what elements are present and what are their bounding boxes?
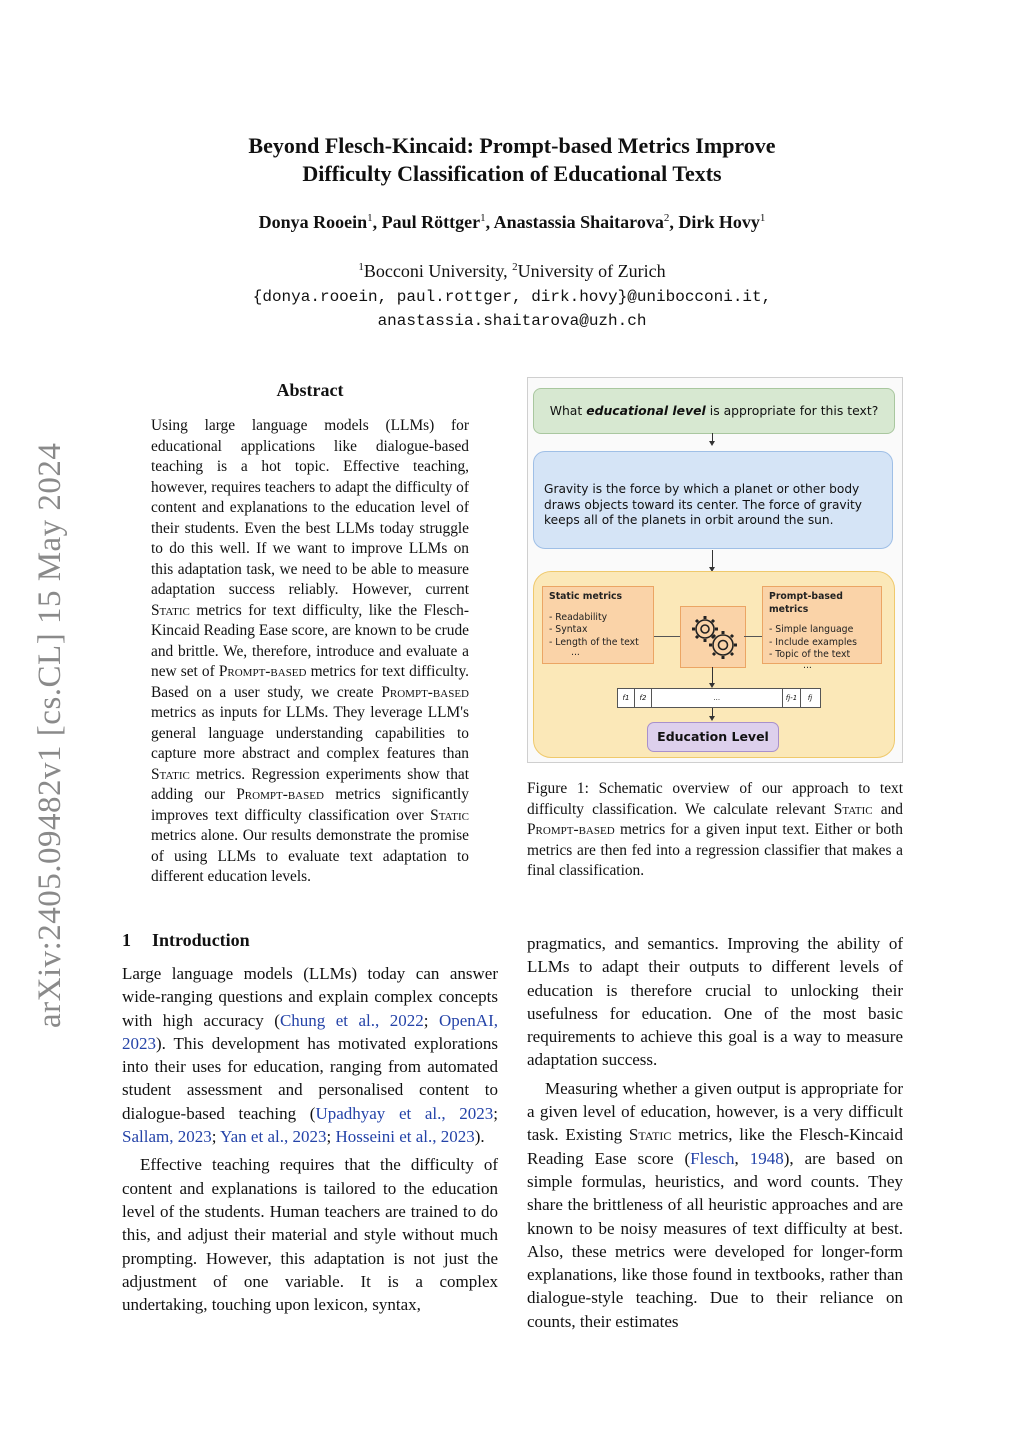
static-metric-item: - Length of the text xyxy=(549,636,639,648)
feature-vector xyxy=(617,688,821,708)
prompt-metric-item: - Simple language xyxy=(769,624,854,635)
arxiv-stamp: arXiv:2405.09482v1 [cs.CL] 15 May 2024 xyxy=(32,442,68,1028)
author-name: Dirk Hovy xyxy=(678,212,760,232)
prompt-based-term: Prompt-based xyxy=(381,683,469,701)
separator: ; xyxy=(423,1010,439,1030)
arrow xyxy=(712,550,713,568)
citation-link[interactable]: Chung et al., 2022 xyxy=(279,1010,424,1030)
prompt-based-term: Prompt-based xyxy=(527,821,615,838)
para-text: ). xyxy=(474,1127,485,1147)
feature-cell: f1 xyxy=(618,689,635,707)
citation-link[interactable]: Upadhyay et al., 2023 xyxy=(315,1103,494,1123)
gears-icon xyxy=(680,606,746,668)
author-list: Donya Rooein$^1$, Paul Röttger$^1$, Anastassia Shaitarova$^2$, Dirk Hovy$^1$ xyxy=(258,212,766,232)
affil-num: 2 xyxy=(512,261,518,273)
author-affil-mark: 1 xyxy=(480,212,486,224)
feature-cell: f2 xyxy=(635,689,652,707)
citation-link[interactable]: Yan et al., 2023 xyxy=(220,1127,327,1147)
para-text: ). This development has motivated explorations into their uses for education, ranging from automated student assessment and personalised content to dialogue-based teaching ( xyxy=(122,1033,498,1123)
section-number: 1 xyxy=(122,930,131,950)
feature-cell: fj xyxy=(807,694,813,702)
figure-question-box xyxy=(533,388,895,434)
paragraph: pragmatics, and semantics. Improving the ability of LLMs to adapt their outputs to different levels of education is therefore crucial to unlocking their usefulness for education. One of the most basic requirements to achieve this goal is a way to measure adaptation success. xyxy=(527,934,903,1070)
question-text: What xyxy=(549,403,587,418)
figure-1 xyxy=(527,377,903,763)
prompt-metric-item: ... xyxy=(803,659,812,671)
question-text: is appropriate for this text? xyxy=(705,403,879,418)
para-text: metrics, like the Flesch-Kincaid Reading Ease score ( xyxy=(527,1125,903,1168)
email-line-2: anastassia.shaitarova@uzh.ch xyxy=(377,312,647,330)
static-term: Static xyxy=(151,601,190,619)
section-heading xyxy=(122,930,250,951)
affil-name: Bocconi University xyxy=(363,261,504,281)
author-affil-mark: 1 xyxy=(367,212,373,224)
figure-input-text-box: Gravity is the force by which a planet or other body draws objects toward its center. The force of gravity keeps all of the planets in orbit around the sun. xyxy=(533,451,893,549)
static-metric-item: ... xyxy=(571,647,580,658)
connector-line xyxy=(654,636,680,637)
affiliations: $^1$Bocconi University, $^2$University of Zurich xyxy=(358,261,666,281)
para-text: Measuring whether a given output is appropriate for a given level of education, however, is a very difficult task. Existing xyxy=(527,1078,903,1145)
separator: ; xyxy=(326,1127,336,1147)
abstract-text: Using large language models (LLMs) for educational applications like dialogue-based teaching is a hot topic. Effective teaching, however, requires teachers to adapt the difficulty of content and explanations to the education level of their students. Even the best LLMs today struggle to do this well. If we want to improve LLMs on this adaptation task, we need to be able to measure adaptation success reliably. However, current Static metrics for text difficulty, like the Flesch-Kincaid Reading Ease score, are known to be crude and brittle. We, therefore, introduce and evaluate a new set of Prompt-based metrics for text difficulty. Based on a user study, we create Prompt-based metrics as inputs for LLMs. They leverage LLM's general language understanding capabilities to capture more abstract and complex features than Static metrics. Regression experiments show that adding our Prompt-based metrics significantly improves text difficulty classification over Static metrics alone. Our results demonstrate the promise of using LLMs to evaluate text adaptation to different education levels. xyxy=(151,417,469,885)
citation-link[interactable]: OpenAI, 2023 xyxy=(122,1010,498,1053)
static-metric-item: - Syntax xyxy=(549,624,588,635)
paragraph xyxy=(527,1077,903,1333)
email-line-1: {donya.rooein, paul.rottger, dirk.hovy}@unibocconi.it, xyxy=(252,288,772,306)
citation-link[interactable]: 1948 xyxy=(749,1148,784,1168)
feature-cell: fj-1 xyxy=(783,689,801,707)
prompt-metric-item: - Topic of the text xyxy=(769,649,851,660)
arrowhead xyxy=(709,441,715,446)
citation-link[interactable]: Flesch xyxy=(690,1148,735,1168)
arrowhead xyxy=(709,716,715,721)
affil-num: 1 xyxy=(358,261,364,273)
paragraph: Effective teaching requires that the difficulty of content and explanations is tailored to the education level of the students. Human teachers are trained to do this, and adjust their material and style without much prompting. However, this adaptation is not just the adjustment of one variable. It is a complex undertaking, touching upon lexicon, syntax, xyxy=(122,1155,498,1315)
question-emphasis: educational level xyxy=(586,403,706,418)
author-affil-mark: 2 xyxy=(663,212,670,224)
static-metrics-box xyxy=(542,586,654,664)
paragraph xyxy=(122,962,498,1148)
prompt-metrics-title: Prompt-based metrics xyxy=(769,591,843,615)
static-term: Static xyxy=(628,1125,672,1145)
para-text: ), are based on simple formulas, heuristics, and word counts. They share the brittleness of all heuristic approaches and are known to be noisy measures of text difficulty at best. Also, these metrics were developed for longer-form explanations, like those found in textbooks, rather than dialogue-style teaching. Due to their reliance on counts, their estimates xyxy=(527,1148,904,1331)
author-affil-mark: 1 xyxy=(759,212,766,224)
author-name: Donya Rooein xyxy=(258,212,368,232)
left-column-body xyxy=(122,962,498,1316)
author-name: Paul Röttger xyxy=(381,212,481,232)
title-line-2: Difficulty Classification of Educational Texts xyxy=(302,161,722,186)
title-line-1: Beyond Flesch-Kincaid: Prompt-based Metrics Improve xyxy=(248,133,776,158)
static-term: Static xyxy=(151,765,190,783)
prompt-based-term: Prompt-based xyxy=(236,786,324,803)
static-metrics-title: Static metrics xyxy=(549,591,623,602)
paper-title xyxy=(0,132,1024,188)
separator: ; xyxy=(211,1127,221,1147)
figure-caption xyxy=(527,779,903,882)
education-level-box: Education Level xyxy=(647,722,779,752)
static-term: Static xyxy=(430,806,469,824)
prompt-based-term: Prompt-based xyxy=(218,663,307,680)
prompt-metric-item: - Include examples xyxy=(769,636,857,648)
feature-cell: ... xyxy=(652,689,783,707)
prompt-metrics-box xyxy=(762,586,882,671)
separator: ; xyxy=(493,1103,498,1123)
separator: , xyxy=(734,1148,750,1168)
connector-line xyxy=(744,636,762,637)
caption-text: Figure 1: Schematic overview of our approach to text difficulty classification. We calculate relevant xyxy=(527,780,903,818)
figure-metrics-panel xyxy=(533,571,895,758)
citation-link[interactable]: Sallam, 2023 xyxy=(122,1127,212,1147)
section-title: Introduction xyxy=(152,930,250,950)
right-column-body xyxy=(527,932,903,1333)
caption-text: and xyxy=(872,800,903,818)
citation-link[interactable]: Hosseini et al., 2023 xyxy=(335,1127,475,1147)
author-name: Anastassia Shaitarova xyxy=(493,212,664,232)
static-metric-item: - Readability xyxy=(549,611,608,623)
caption-text: metrics for a given input text. Either or both metrics are then fed into a regression classifier that makes a final classification. xyxy=(527,821,903,879)
affil-name: University of Zurich xyxy=(517,261,666,281)
static-term: Static xyxy=(833,800,873,818)
abstract-heading: Abstract xyxy=(276,380,344,400)
para-text: Large language models (LLMs) today can answer wide-ranging questions and explain complex concepts with high accuracy ( xyxy=(122,964,498,1030)
